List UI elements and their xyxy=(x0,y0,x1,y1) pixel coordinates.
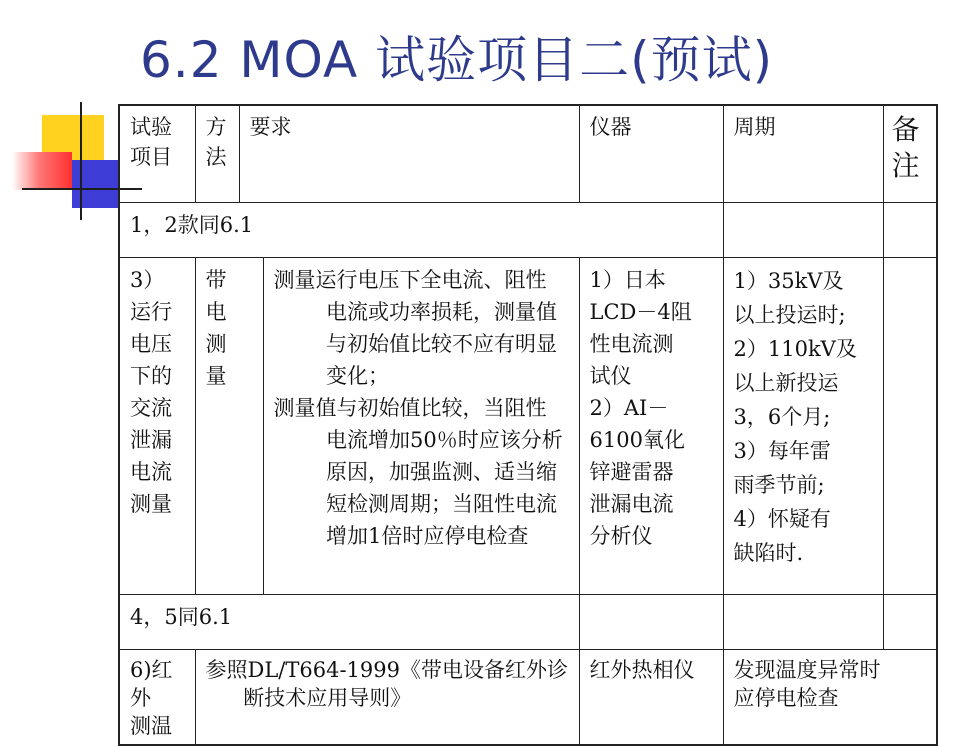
row-empty-note-b xyxy=(883,595,937,650)
cell-requirement: 测量运行电压下全电流、阻性电流或功率损耗，测量值与初始值比较不应有明显变化； 测量值与初始值比较，当阻性电流增加50％时应该分析原因，加强监测、适当缩短检测周期；当阻性电流增加1倍时应停电检查 xyxy=(263,258,579,595)
cell-period-infrared: 发现温度异常时 应停电检查 xyxy=(723,650,937,746)
cell-reference-standard: 参照DL/T664-1999《带电设备红外诊断技术应用导则》 xyxy=(195,650,579,746)
row-empty-period xyxy=(723,203,883,258)
row-empty-period-b xyxy=(723,595,883,650)
cell-item-leakage: 3） 运行 电压 下的 交流 泄漏 电流 测量 xyxy=(119,258,195,595)
row-same-as-6-1: 1，2款同6.1 xyxy=(119,203,723,258)
table-row xyxy=(119,595,937,650)
row-empty-note xyxy=(883,203,937,258)
row-empty-instrument xyxy=(579,595,723,650)
decor-red-bar xyxy=(12,152,72,190)
test-items-table xyxy=(118,104,938,746)
cell-instrument-infrared: 红外热相仪 xyxy=(579,650,723,746)
cell-period: 1）35kV及 以上投运时; 2）110kV及 以上新投运 3，6个月; 3）每年雷 雨季节前; 4）怀疑有 缺陷时. xyxy=(723,258,883,595)
table-row xyxy=(119,650,937,746)
decor-vertical-line xyxy=(80,102,82,220)
cell-method-live: 带 电 测 量 xyxy=(195,258,263,595)
row-same-as-6-1-b: 4，5同6.1 xyxy=(119,595,579,650)
slide-title: 6.2 MOA 试验项目二(预试) xyxy=(140,31,774,89)
header-period: 周期 xyxy=(723,105,883,203)
header-method: 方法 xyxy=(195,105,239,203)
cell-item-infrared: 6)红外 测温 xyxy=(119,650,195,746)
table-row xyxy=(119,203,937,258)
header-requirement: 要求 xyxy=(239,105,579,203)
header-item: 试验项目 xyxy=(119,105,195,203)
header-instrument: 仪器 xyxy=(579,105,723,203)
cell-note-empty xyxy=(883,258,937,595)
table-row xyxy=(119,258,937,595)
header-row xyxy=(119,105,937,203)
header-note: 备注 xyxy=(883,105,937,203)
cell-instrument: 1）日本 LCD－4阻 性电流测 试仪 2）AI－ 6100氧化 锌避雷器 泄漏电流 分析仪 xyxy=(579,258,723,595)
